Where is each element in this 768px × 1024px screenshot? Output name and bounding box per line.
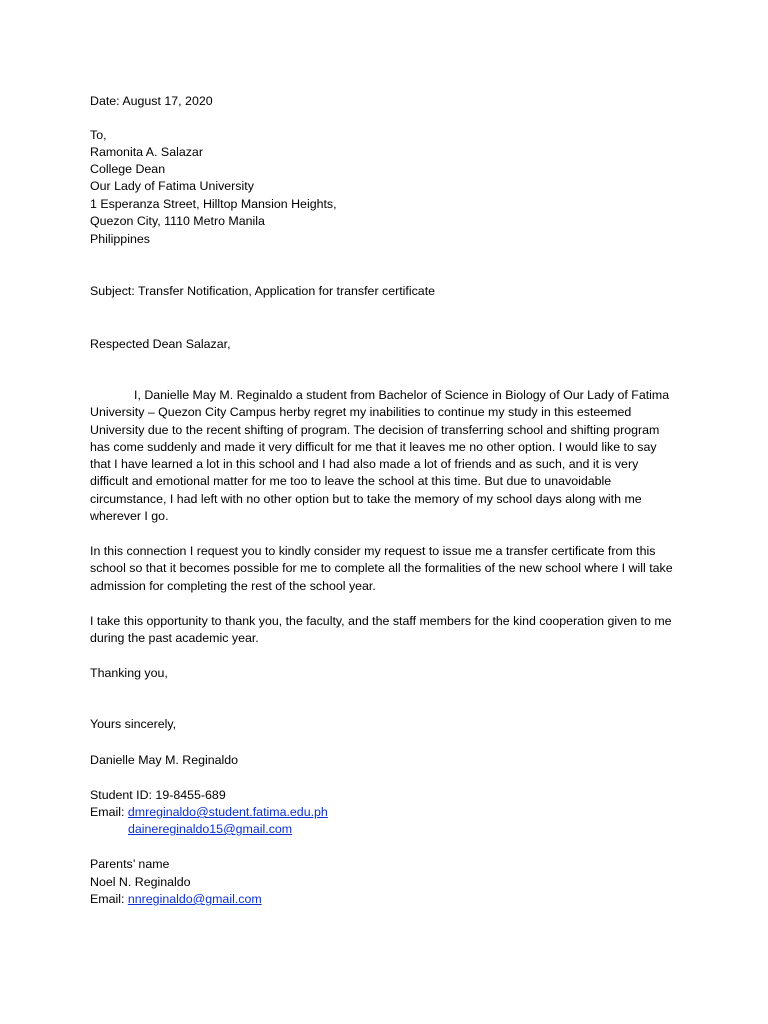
parent-email-link[interactable]: nnreginaldo@gmail.com [127,892,262,906]
thanking-line: Thanking you, [90,666,168,680]
parent-email-label: Email: [90,892,128,906]
recipient-country: Philippines [90,232,150,246]
letter-salutation: Respected Dean Salazar, [90,337,231,351]
parent-name: Noel N. Reginaldo [90,875,191,889]
email-row-primary [90,804,328,821]
sender-name: Danielle May M. Reginaldo [90,753,239,767]
email-label: Email: [90,805,128,819]
email-primary-link[interactable]: dmreginaldo@student.fatima.edu.ph [127,805,328,819]
recipient-address-line1: 1 Esperanza Street, Hilltop Mansion Heights, [90,197,337,211]
email-row-secondary [128,821,292,838]
parent-email-row [90,891,262,908]
student-id: Student ID: 19-8455-689 [90,788,226,802]
letter-date: Date: August 17, 2020 [90,94,213,108]
recipient-title: College Dean [90,162,166,176]
letter-subject: Subject: Transfer Notification, Application for transfer certificate [90,284,436,298]
recipient-name: Ramonita A. Salazar [90,145,203,159]
closing-line: Yours sincerely, [90,717,177,731]
body-paragraph-2: In this connection I request you to kindly consider my request to issue me a transfer certificate from this school so that it becomes possible for me to complete all the formalities of the new school where I will take admission for completing the rest of the school year. [90,544,673,593]
recipient-institution: Our Lady of Fatima University [90,179,254,193]
parents-label: Parents’ name [90,857,170,871]
recipient-address-line2: Quezon City, 1110 Metro Manila [90,214,265,228]
email-secondary-link[interactable]: dainereginaldo15@gmail.com [128,822,293,836]
body-paragraph-3: I take this opportunity to thank you, the faculty, and the staff members for the kind cooperation given to me during the past academic year. [90,614,672,646]
recipient-to: To, [90,128,107,142]
body-paragraph-1: I, Danielle May M. Reginaldo a student from Bachelor of Science in Biology of Our Lady of Fatima University – Quezon City Campus herby regret my inabilities to continue my study in this esteemed University due to the recent shifting of program. The decision of transferring school and shifting program has come suddenly and made it very difficult for me that it leaves me no other option. I would like to say that I have learned a lot in this school and I had also made a lot of friends and as such, and it is very difficult and emotional matter for me too to leave the school at this time. But due to unavoidable circumstance, I had left with no other option but to take the memory of my school days along with me wherever I go. [90,388,670,524]
